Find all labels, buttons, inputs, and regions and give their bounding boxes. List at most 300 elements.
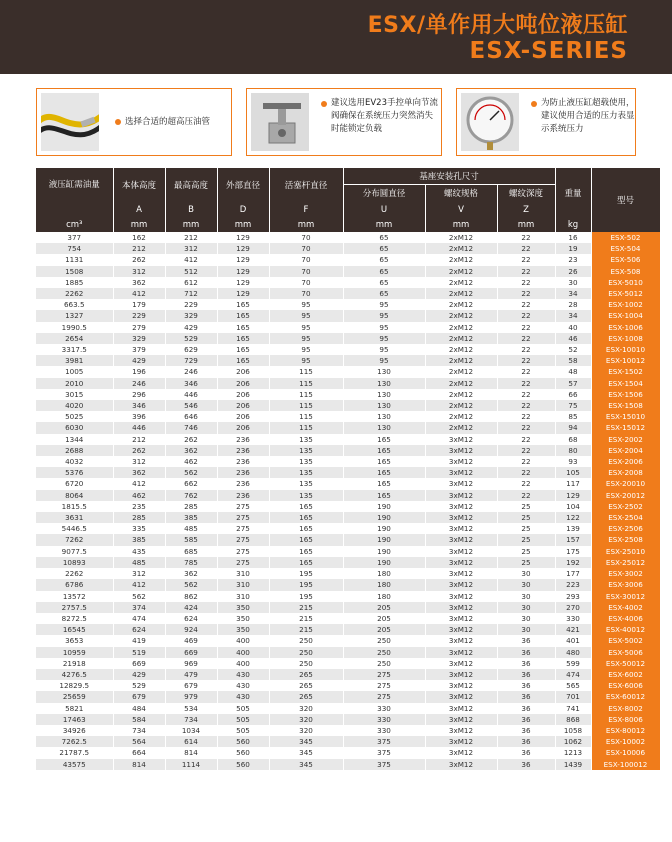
table-cell: 3981 xyxy=(36,355,113,366)
table-cell: 3xM12 xyxy=(425,714,497,725)
table-cell: 3015 xyxy=(36,389,113,400)
table-cell: 412 xyxy=(113,579,165,590)
table-cell: 22 xyxy=(497,288,555,299)
table-cell: 679 xyxy=(165,680,217,691)
table-cell: 429 xyxy=(113,355,165,366)
table-cell: 236 xyxy=(217,434,269,445)
table-cell: 195 xyxy=(269,591,343,602)
col-header-oil: 液压缸需油量 xyxy=(36,168,113,202)
table-cell: 814 xyxy=(165,747,217,758)
model-cell: ESX-15010 xyxy=(591,411,660,422)
model-cell: ESX-10006 xyxy=(591,747,660,758)
table-cell: 3xM12 xyxy=(425,591,497,602)
table-cell: 165 xyxy=(343,434,425,445)
table-cell: 250 xyxy=(343,647,425,658)
table-cell: 190 xyxy=(343,523,425,534)
table-row xyxy=(36,288,660,299)
table-cell: 30 xyxy=(497,624,555,635)
table-cell: 396 xyxy=(113,411,165,422)
unit-oil: cm³ xyxy=(36,218,113,232)
table-cell: 345 xyxy=(269,747,343,758)
tip-card-gauge xyxy=(456,88,636,156)
table-cell: 7262.5 xyxy=(36,736,113,747)
table-cell: 979 xyxy=(165,691,217,702)
table-cell: 28 xyxy=(555,299,591,310)
table-cell: 312 xyxy=(113,568,165,579)
table-cell: 22 xyxy=(497,411,555,422)
table-cell: 22 xyxy=(497,232,555,243)
table-row xyxy=(36,624,660,635)
table-cell: 129 xyxy=(217,232,269,243)
table-cell: 3xM12 xyxy=(425,445,497,456)
table-cell: 400 xyxy=(217,635,269,646)
table-cell: 474 xyxy=(555,669,591,680)
table-cell: 685 xyxy=(165,546,217,557)
table-cell: 215 xyxy=(269,613,343,624)
col-letter-d: D xyxy=(217,202,269,218)
table-row xyxy=(36,322,660,333)
table-cell: 85 xyxy=(555,411,591,422)
table-cell: 19 xyxy=(555,243,591,254)
table-cell: 3xM12 xyxy=(425,579,497,590)
table-cell: 519 xyxy=(113,647,165,658)
spec-table xyxy=(36,168,661,770)
pressure-gauge-image xyxy=(461,93,519,151)
table-row xyxy=(36,579,660,590)
table-cell: 275 xyxy=(217,534,269,545)
table-cell: 2xM12 xyxy=(425,400,497,411)
table-cell: 3xM12 xyxy=(425,602,497,613)
table-row xyxy=(36,254,660,265)
table-cell: 312 xyxy=(113,456,165,467)
table-cell: 5446.5 xyxy=(36,523,113,534)
table-cell: 1990.5 xyxy=(36,322,113,333)
table-cell: 310 xyxy=(217,568,269,579)
table-cell: 320 xyxy=(269,714,343,725)
table-cell: 534 xyxy=(165,703,217,714)
table-cell: 1344 xyxy=(36,434,113,445)
table-cell: 135 xyxy=(269,467,343,478)
table-cell: 235 xyxy=(113,501,165,512)
table-cell: 58 xyxy=(555,355,591,366)
table-cell: 330 xyxy=(343,725,425,736)
table-cell: 22 xyxy=(497,434,555,445)
table-cell: 762 xyxy=(165,490,217,501)
tip-card-valve xyxy=(246,88,442,156)
table-cell: 2xM12 xyxy=(425,389,497,400)
table-cell: 22 xyxy=(497,422,555,433)
table-cell: 5821 xyxy=(36,703,113,714)
needle-valve-image xyxy=(251,93,309,151)
table-cell: 3xM12 xyxy=(425,434,497,445)
table-cell: 165 xyxy=(269,523,343,534)
table-cell: 330 xyxy=(343,703,425,714)
table-cell: 30 xyxy=(497,591,555,602)
table-row xyxy=(36,411,660,422)
table-cell: 565 xyxy=(555,680,591,691)
table-cell: 115 xyxy=(269,400,343,411)
table-cell: 421 xyxy=(555,624,591,635)
table-cell: 746 xyxy=(165,422,217,433)
table-cell: 236 xyxy=(217,467,269,478)
model-cell: ESX-5006 xyxy=(591,647,660,658)
table-cell: 485 xyxy=(113,557,165,568)
table-cell: 48 xyxy=(555,366,591,377)
table-row xyxy=(36,333,660,344)
model-cell: ESX-2502 xyxy=(591,501,660,512)
table-cell: 165 xyxy=(269,512,343,523)
page-subtitle: ESX-SERIES xyxy=(469,38,628,64)
table-cell: 275 xyxy=(217,523,269,534)
table-cell: 1213 xyxy=(555,747,591,758)
model-cell: ESX-2008 xyxy=(591,467,660,478)
model-cell: ESX-20010 xyxy=(591,478,660,489)
table-cell: 2xM12 xyxy=(425,355,497,366)
table-cell: 36 xyxy=(497,747,555,758)
table-cell: 30 xyxy=(497,613,555,624)
table-cell: 662 xyxy=(165,478,217,489)
table-cell: 22 xyxy=(497,378,555,389)
model-cell: ESX-1504 xyxy=(591,378,660,389)
table-cell: 741 xyxy=(555,703,591,714)
table-cell: 95 xyxy=(269,355,343,366)
table-cell: 190 xyxy=(343,501,425,512)
table-cell: 95 xyxy=(343,310,425,321)
model-cell: ESX-50012 xyxy=(591,658,660,669)
table-cell: 310 xyxy=(217,579,269,590)
table-cell: 430 xyxy=(217,669,269,680)
table-cell: 25 xyxy=(497,557,555,568)
table-cell: 8064 xyxy=(36,490,113,501)
col-header-a: 本体高度 xyxy=(113,168,165,202)
unit-v: mm xyxy=(425,218,497,232)
table-cell: 30 xyxy=(497,602,555,613)
col-letter-b: B xyxy=(165,202,217,218)
table-cell: 75 xyxy=(555,400,591,411)
table-cell: 646 xyxy=(165,411,217,422)
model-cell: ESX-2506 xyxy=(591,523,660,534)
table-cell: 122 xyxy=(555,512,591,523)
table-cell: 734 xyxy=(165,714,217,725)
table-cell: 25 xyxy=(497,512,555,523)
table-cell: 2xM12 xyxy=(425,344,497,355)
table-cell: 236 xyxy=(217,456,269,467)
table-row xyxy=(36,243,660,254)
table-cell: 4032 xyxy=(36,456,113,467)
table-cell: 424 xyxy=(165,602,217,613)
table-cell: 868 xyxy=(555,714,591,725)
table-cell: 2xM12 xyxy=(425,266,497,277)
bullet-icon xyxy=(531,101,537,107)
col-header-z: 螺纹深度 xyxy=(497,184,555,202)
table-cell: 10893 xyxy=(36,557,113,568)
table-cell: 36 xyxy=(497,759,555,770)
table-cell: 701 xyxy=(555,691,591,702)
table-cell: 95 xyxy=(269,344,343,355)
table-cell: 236 xyxy=(217,490,269,501)
table-cell: 814 xyxy=(113,759,165,770)
table-cell: 3xM12 xyxy=(425,534,497,545)
table-row xyxy=(36,523,660,534)
table-cell: 70 xyxy=(269,277,343,288)
table-cell: 275 xyxy=(217,546,269,557)
table-cell: 70 xyxy=(269,254,343,265)
table-cell: 95 xyxy=(269,310,343,321)
table-cell: 350 xyxy=(217,613,269,624)
table-row xyxy=(36,389,660,400)
unit-a: mm xyxy=(113,218,165,232)
table-cell: 93 xyxy=(555,456,591,467)
table-cell: 270 xyxy=(555,602,591,613)
table-cell: 36 xyxy=(497,658,555,669)
table-cell: 46 xyxy=(555,333,591,344)
table-cell: 564 xyxy=(113,736,165,747)
model-cell: ESX-10012 xyxy=(591,355,660,366)
table-cell: 229 xyxy=(165,299,217,310)
table-cell: 206 xyxy=(217,422,269,433)
model-cell: ESX-40012 xyxy=(591,624,660,635)
table-cell: 190 xyxy=(343,512,425,523)
model-cell: ESX-80012 xyxy=(591,725,660,736)
table-cell: 30 xyxy=(497,568,555,579)
table-cell: 462 xyxy=(113,490,165,501)
table-cell: 129 xyxy=(217,288,269,299)
table-cell: 3xM12 xyxy=(425,478,497,489)
table-cell: 10959 xyxy=(36,647,113,658)
model-cell: ESX-15012 xyxy=(591,422,660,433)
col-letter-z: Z xyxy=(497,202,555,218)
tips-row xyxy=(36,88,636,158)
table-cell: 65 xyxy=(343,288,425,299)
table-row xyxy=(36,445,660,456)
table-cell: 25659 xyxy=(36,691,113,702)
table-cell: 1062 xyxy=(555,736,591,747)
table-row xyxy=(36,344,660,355)
table-cell: 629 xyxy=(165,344,217,355)
table-cell: 3xM12 xyxy=(425,568,497,579)
table-cell: 22 xyxy=(497,467,555,478)
table-cell: 36 xyxy=(497,736,555,747)
table-cell: 3653 xyxy=(36,635,113,646)
col-header-f: 活塞杆直径 xyxy=(269,168,343,202)
table-cell: 104 xyxy=(555,501,591,512)
table-cell: 1327 xyxy=(36,310,113,321)
table-cell: 130 xyxy=(343,400,425,411)
table-cell: 165 xyxy=(217,299,269,310)
table-cell: 485 xyxy=(165,523,217,534)
table-cell: 584 xyxy=(113,714,165,725)
model-cell: ESX-504 xyxy=(591,243,660,254)
table-cell: 734 xyxy=(113,725,165,736)
table-cell: 94 xyxy=(555,422,591,433)
table-cell: 350 xyxy=(217,602,269,613)
table-cell: 265 xyxy=(269,691,343,702)
table-cell: 320 xyxy=(269,725,343,736)
model-cell: ESX-502 xyxy=(591,232,660,243)
table-cell: 212 xyxy=(165,232,217,243)
table-cell: 165 xyxy=(343,456,425,467)
col-letter-f: F xyxy=(269,202,343,218)
table-cell: 21918 xyxy=(36,658,113,669)
table-cell: 3xM12 xyxy=(425,557,497,568)
table-cell: 34 xyxy=(555,288,591,299)
tip-text: 为防止液压缸超载使用，建议使用合适的压力表显示系统压力 xyxy=(541,98,635,134)
unit-weight: kg xyxy=(555,218,591,232)
table-row xyxy=(36,635,660,646)
spec-table-body xyxy=(36,232,660,770)
table-cell: 6720 xyxy=(36,478,113,489)
table-cell: 2xM12 xyxy=(425,366,497,377)
table-cell: 130 xyxy=(343,389,425,400)
table-cell: 34 xyxy=(555,310,591,321)
table-cell: 246 xyxy=(113,378,165,389)
table-cell: 3xM12 xyxy=(425,467,497,478)
table-cell: 712 xyxy=(165,288,217,299)
table-cell: 16 xyxy=(555,232,591,243)
table-cell: 560 xyxy=(217,747,269,758)
table-cell: 206 xyxy=(217,411,269,422)
table-cell: 36 xyxy=(497,691,555,702)
table-cell: 446 xyxy=(165,389,217,400)
table-cell: 66 xyxy=(555,389,591,400)
model-cell: ESX-4006 xyxy=(591,613,660,624)
table-cell: 350 xyxy=(217,624,269,635)
table-cell: 22 xyxy=(497,478,555,489)
table-cell: 135 xyxy=(269,456,343,467)
table-cell: 34926 xyxy=(36,725,113,736)
model-cell: ESX-1508 xyxy=(591,400,660,411)
table-cell: 614 xyxy=(165,736,217,747)
table-cell: 275 xyxy=(343,691,425,702)
model-cell: ESX-1006 xyxy=(591,322,660,333)
table-cell: 412 xyxy=(165,254,217,265)
table-cell: 3xM12 xyxy=(425,747,497,758)
table-cell: 4276.5 xyxy=(36,669,113,680)
table-cell: 52 xyxy=(555,344,591,355)
table-cell: 5025 xyxy=(36,411,113,422)
table-cell: 275 xyxy=(217,557,269,568)
model-cell: ESX-3006 xyxy=(591,579,660,590)
table-cell: 3xM12 xyxy=(425,703,497,714)
table-cell: 212 xyxy=(113,434,165,445)
table-cell: 1005 xyxy=(36,366,113,377)
model-cell: ESX-2004 xyxy=(591,445,660,456)
table-cell: 129 xyxy=(217,254,269,265)
table-cell: 2688 xyxy=(36,445,113,456)
model-cell: ESX-10002 xyxy=(591,736,660,747)
table-cell: 1034 xyxy=(165,725,217,736)
table-cell: 3xM12 xyxy=(425,669,497,680)
col-header-v: 螺纹规格 xyxy=(425,184,497,202)
table-cell: 250 xyxy=(269,658,343,669)
table-row xyxy=(36,422,660,433)
table-cell: 95 xyxy=(269,299,343,310)
table-row xyxy=(36,366,660,377)
model-cell: ESX-2002 xyxy=(591,434,660,445)
table-cell: 346 xyxy=(113,400,165,411)
table-cell: 612 xyxy=(165,277,217,288)
table-cell: 206 xyxy=(217,389,269,400)
table-cell: 165 xyxy=(343,478,425,489)
table-row xyxy=(36,378,660,389)
table-cell: 401 xyxy=(555,635,591,646)
table-row xyxy=(36,703,660,714)
model-cell: ESX-60012 xyxy=(591,691,660,702)
table-cell: 229 xyxy=(113,310,165,321)
table-cell: 3xM12 xyxy=(425,546,497,557)
unit-b: mm xyxy=(165,218,217,232)
table-cell: 330 xyxy=(343,714,425,725)
table-row xyxy=(36,266,660,277)
unit-u: mm xyxy=(343,218,425,232)
table-cell: 3xM12 xyxy=(425,456,497,467)
table-cell: 345 xyxy=(269,736,343,747)
table-cell: 22 xyxy=(497,355,555,366)
table-cell: 206 xyxy=(217,400,269,411)
col-header-b: 最高高度 xyxy=(165,168,217,202)
table-cell: 22 xyxy=(497,333,555,344)
table-cell: 505 xyxy=(217,725,269,736)
table-cell: 195 xyxy=(269,568,343,579)
table-cell: 215 xyxy=(269,624,343,635)
table-cell: 1508 xyxy=(36,266,113,277)
table-cell: 3xM12 xyxy=(425,680,497,691)
table-cell: 23 xyxy=(555,254,591,265)
table-cell: 165 xyxy=(343,467,425,478)
table-cell: 2654 xyxy=(36,333,113,344)
table-cell: 375 xyxy=(343,747,425,758)
table-cell: 560 xyxy=(217,736,269,747)
table-cell: 165 xyxy=(343,490,425,501)
col-header-model: 型号 xyxy=(591,168,660,232)
table-cell: 285 xyxy=(165,501,217,512)
table-cell: 969 xyxy=(165,658,217,669)
table-cell: 165 xyxy=(217,344,269,355)
model-cell: ESX-3002 xyxy=(591,568,660,579)
table-cell: 285 xyxy=(113,512,165,523)
table-cell: 1439 xyxy=(555,759,591,770)
table-cell: 129 xyxy=(217,243,269,254)
table-cell: 2262 xyxy=(36,288,113,299)
col-header-d: 外部直径 xyxy=(217,168,269,202)
col-letter-a: A xyxy=(113,202,165,218)
table-cell: 6786 xyxy=(36,579,113,590)
table-row xyxy=(36,534,660,545)
model-cell: ESX-1502 xyxy=(591,366,660,377)
table-cell: 65 xyxy=(343,232,425,243)
table-row xyxy=(36,501,660,512)
table-cell: 785 xyxy=(165,557,217,568)
table-cell: 3xM12 xyxy=(425,613,497,624)
table-cell: 165 xyxy=(269,557,343,568)
table-cell: 36 xyxy=(497,647,555,658)
model-cell: ESX-100012 xyxy=(591,759,660,770)
hydraulic-hose-image xyxy=(41,93,99,151)
table-cell: 206 xyxy=(217,366,269,377)
table-cell: 22 xyxy=(497,243,555,254)
unit-z: mm xyxy=(497,218,555,232)
table-cell: 265 xyxy=(269,669,343,680)
tip-text: 建议选用EV23手控单向节流阀确保在系统压力突然消失时能锁定负载 xyxy=(331,98,439,134)
table-cell: 362 xyxy=(165,568,217,579)
table-cell: 429 xyxy=(113,669,165,680)
model-cell: ESX-1506 xyxy=(591,389,660,400)
table-row xyxy=(36,725,660,736)
table-cell: 129 xyxy=(217,266,269,277)
table-cell: 335 xyxy=(113,523,165,534)
table-cell: 279 xyxy=(113,322,165,333)
table-cell: 310 xyxy=(217,591,269,602)
